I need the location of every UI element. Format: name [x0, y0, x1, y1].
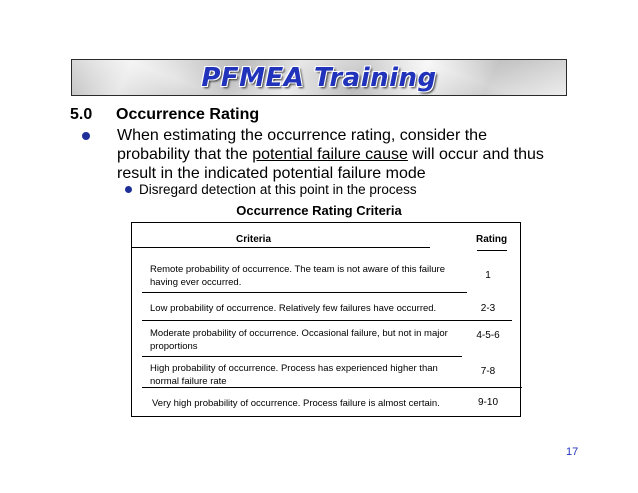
- bullet-text-after: will occur and thus result in the indicated potential failure mode: [117, 146, 544, 182]
- row-divider: [142, 387, 522, 388]
- row-divider: [142, 320, 512, 321]
- section-heading: [70, 106, 259, 124]
- sub-bullet-text: Disregard detection at this point in the process: [139, 182, 417, 197]
- bullet-underlined-term: potential failure cause: [252, 146, 408, 163]
- sub-bullet-dot-icon: [125, 186, 132, 193]
- banner-title: PFMEA Training: [201, 62, 437, 93]
- page-number: 17: [566, 446, 579, 458]
- table-row-criteria: Moderate probability of occurrence. Occasional failure, but not in major proportions: [150, 328, 448, 352]
- occurrence-rating-table: [131, 222, 521, 417]
- main-bullet: [82, 126, 562, 183]
- table-row-rating: 1: [485, 270, 491, 281]
- table-row-criteria: High probability of occurrence. Process has experienced higher than normal failure rate: [150, 363, 438, 387]
- table-row-criteria: Very high probability of occurrence. Process failure is almost certain.: [152, 398, 440, 409]
- table-row-criteria: Low probability of occurrence. Relatively few failures have occurred.: [150, 303, 437, 314]
- bullet-dot-icon: [82, 132, 90, 140]
- section-title: Occurrence Rating: [116, 106, 260, 123]
- header-criteria: Criteria: [236, 234, 272, 245]
- header-rating: Rating: [476, 234, 508, 245]
- table-row-rating: 4-5-6: [476, 330, 500, 341]
- table-title: Occurrence Rating Criteria: [236, 203, 402, 218]
- row-divider: [142, 292, 467, 293]
- main-bullet-text: [117, 126, 562, 183]
- table-row-rating: 9-10: [477, 397, 498, 408]
- row-divider: [142, 356, 462, 357]
- header-divider: [132, 247, 430, 248]
- table-row-rating: 2-3: [480, 303, 496, 314]
- title-banner: [71, 59, 567, 96]
- table-row-rating: 7-8: [480, 366, 496, 377]
- bullet-text-before: When estimating the occurrence rating, consider the probability that the: [117, 127, 487, 163]
- header-divider-rating: [477, 250, 507, 251]
- table-row-criteria: Remote probability of occurrence. The team is not aware of this failure having ever occurred.: [150, 264, 445, 288]
- sub-bullet: [125, 182, 417, 197]
- section-number: 5.0: [70, 106, 93, 123]
